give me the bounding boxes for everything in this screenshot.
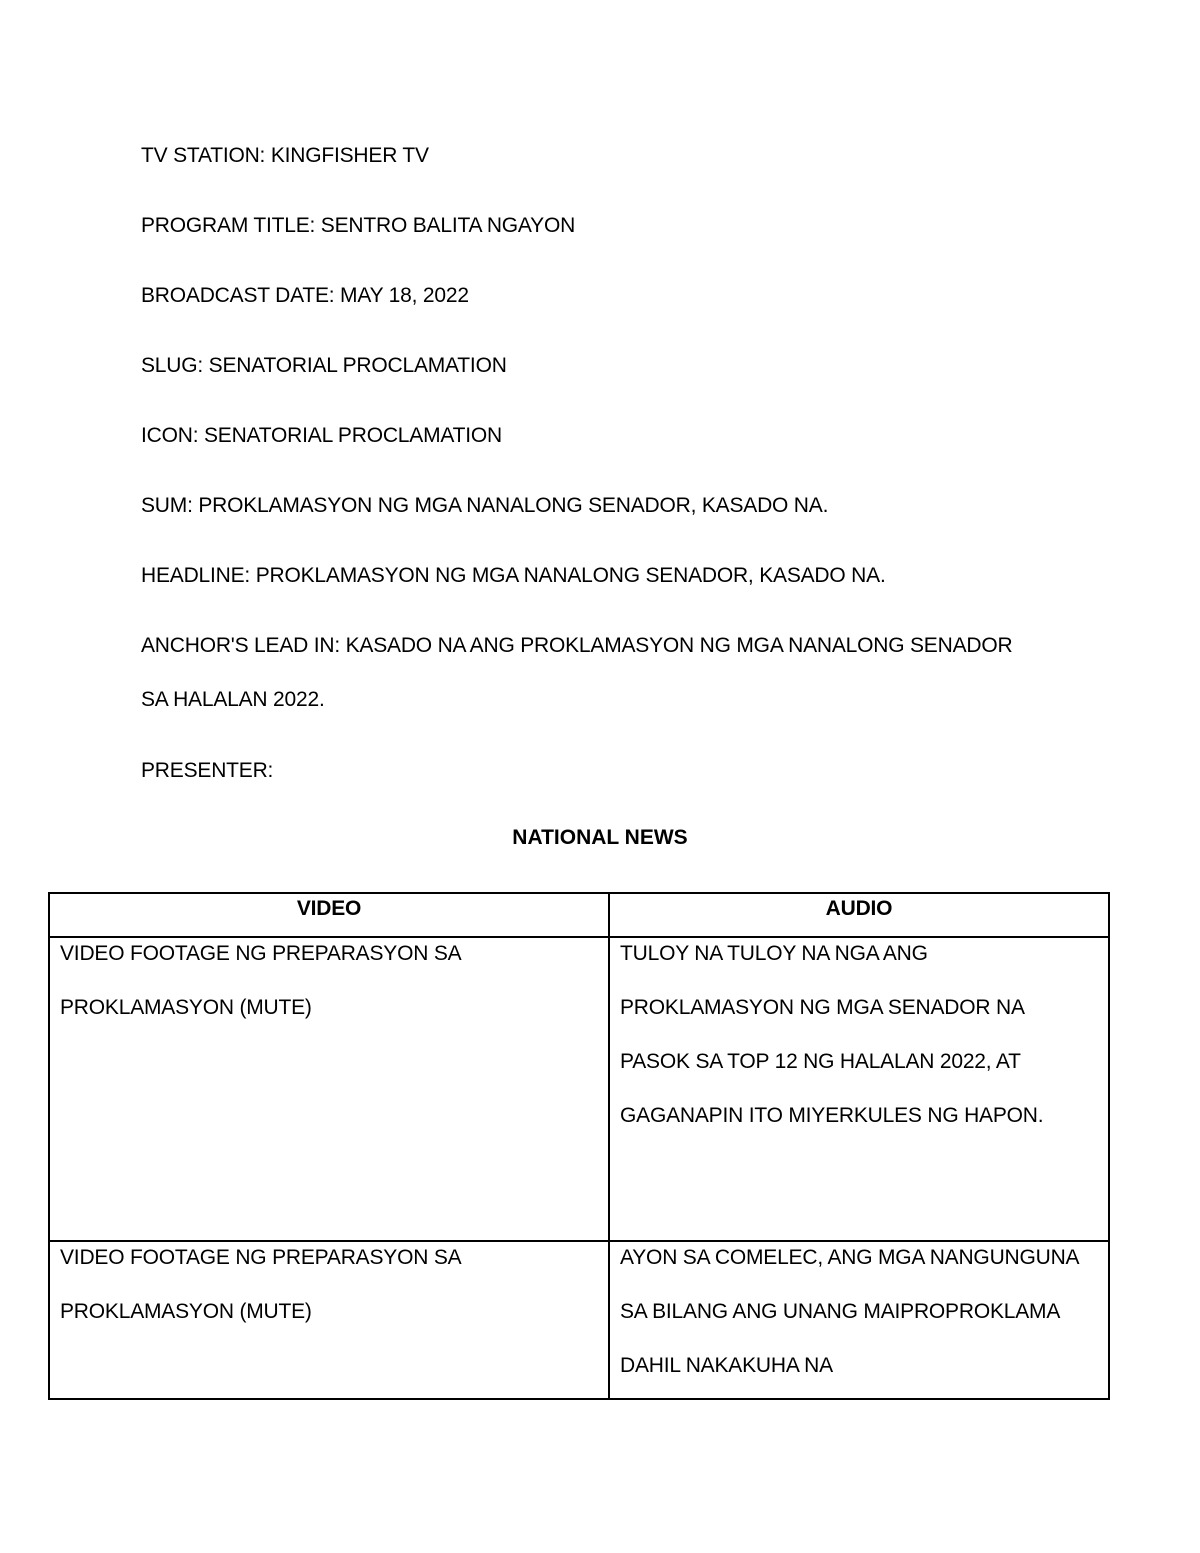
video-cell-text: VIDEO FOOTAGE NG PREPARASYON SA PROKLAMASYON (MUTE)	[60, 1246, 461, 1323]
script-header-fields	[141, 140, 1041, 825]
program-title-field: PROGRAM TITLE: SENTRO BALITA NGAYON	[141, 214, 576, 237]
video-cell	[49, 937, 609, 1241]
presenter-field: PRESENTER:	[141, 759, 274, 782]
broadcast-date-field: BROADCAST DATE: MAY 18, 2022	[141, 284, 469, 307]
audio-cell-text: TULOY NA TULOY NA NGA ANG PROKLAMASYON NG MGA SENADOR NA PASOK SA TOP 12 NG HALALAN 2022, AT GAGANAPIN ITO MIYERKULES NG HAPON.	[620, 942, 1044, 1127]
anchor-lead-in-field: ANCHOR'S LEAD IN: KASADO NA ANG PROKLAMASYON NG MGA NANALONG SENADOR SA HALALAN 2022.	[141, 634, 1013, 711]
table-row	[49, 1241, 1109, 1399]
video-cell-text: VIDEO FOOTAGE NG PREPARASYON SA PROKLAMASYON (MUTE)	[60, 942, 461, 1019]
audio-cell-text: AYON SA COMELEC, ANG MGA NANGUNGUNA SA BILANG ANG UNANG MAIPROPROKLAMA DAHIL NAKAKUHA NA	[620, 1246, 1079, 1377]
headline-field: HEADLINE: PROKLAMASYON NG MGA NANALONG SENADOR, KASADO NA.	[141, 564, 886, 587]
icon-field: ICON: SENATORIAL PROCLAMATION	[141, 424, 502, 447]
video-cell	[49, 1241, 609, 1399]
section-title: NATIONAL NEWS	[512, 826, 688, 849]
video-audio-script-table	[48, 892, 1110, 1400]
audio-cell	[609, 1241, 1109, 1399]
sum-field: SUM: PROKLAMASYON NG MGA NANALONG SENADOR, KASADO NA.	[141, 494, 829, 517]
video-column-header: VIDEO	[49, 893, 609, 937]
tv-station-field: TV STATION: KINGFISHER TV	[141, 144, 429, 167]
audio-cell	[609, 937, 1109, 1241]
slug-field: SLUG: SENATORIAL PROCLAMATION	[141, 354, 507, 377]
audio-column-header: AUDIO	[609, 893, 1109, 937]
table-row	[49, 937, 1109, 1241]
